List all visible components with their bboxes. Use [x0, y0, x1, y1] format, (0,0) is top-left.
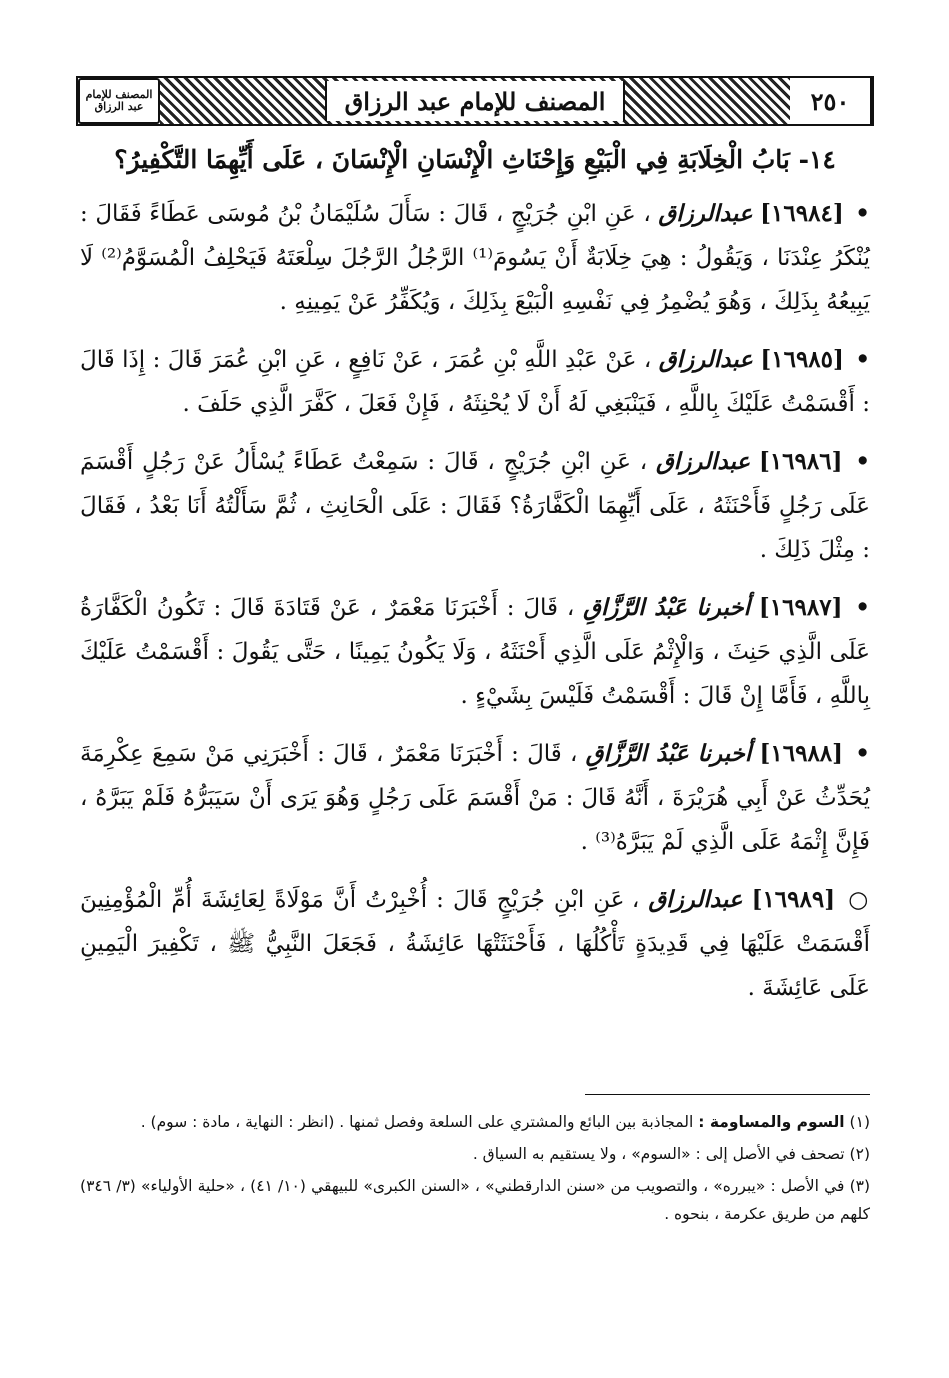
hadith-text: ، قَالَ : أَخْبَرَنَا مَعْمَرٌ ، عَنْ قَتَادَةَ قَالَ : تَكُونُ الْكَفَّارَةُ عَلَى الَّذِي حَنِثَ ، وَالْإِثْمُ عَلَى الَّذِي أَحْنَثَهُ ، وَلَا يَكُونُ يَمِينًا ، حَتَّى يَقُولَ : أَقْسَمْتُ عَلَيْكَ بِاللَّهِ ، فَأَمَّا إِنْ قَالَ : أَقْسَمْتُ فَلَيْسَ بِشَيْءٍ . — [80, 595, 870, 709]
hadith-entry — [80, 192, 870, 324]
hadith-number: [١٦٩٨٩] — [751, 886, 836, 913]
footnotes — [80, 1108, 870, 1232]
footnote — [80, 1108, 870, 1136]
bullet-marker: • — [855, 200, 870, 227]
hadith-entry — [80, 732, 870, 864]
hadith-entry — [80, 338, 870, 426]
bullet-marker: • — [855, 346, 871, 373]
hadith-text: ، عَنِ ابْنِ جُرَيْجٍ ، قَالَ : سَمِعْتُ عَطَاءً يُسْأَلُ عَنْ رَجُلٍ أَقْسَمَ عَلَى رَجُلٍ فَأَحْنَثَهُ ، عَلَى أَيِّهِمَا الْكَفَّارَةُ؟ فَقَالَ : عَلَى الْحَانِثِ ، ثُمَّ سَأَلْتُهُ أَنَا بَعْدُ ، فَقَالَ : مِثْلَ ذَلِكَ . — [80, 449, 870, 563]
hadith-number: [١٦٩٨٤] — [760, 200, 844, 227]
hadith-source: أخبرنا عَبْدُ الرَّزَّاقِ — [583, 594, 751, 621]
hadith-entry — [80, 586, 870, 718]
hadith-text: ، عَنِ ابْنِ جُرَيْجٍ قَالَ : أُخْبِرْتُ أَنَّ مَوْلَاةً لِعَائِشَةَ أُمِّ الْمُؤْمِنِينَ أَقْسَمَتْ عَلَيْهَا فِي قَدِيدَةٍ تَأْكُلُهَا ، فَأَحْنَثَتْهَا عَائِشَةُ ، فَجَعَلَ النَّبِيُّ ﷺ ، تَكْفِيرَ الْيَمِينِ عَلَى عَائِشَةَ . — [80, 887, 870, 1001]
footnote-text: المجاذبة بين البائع والمشتري على السلعة وفصل ثمنها . (انظر : النهاية ، مادة : سوم) . — [140, 1113, 694, 1131]
hadith-source: أخبرنا عَبْدُ الرَّزَّاقِ — [585, 740, 752, 767]
bullet-marker: • — [855, 448, 871, 475]
bullet-marker: • — [855, 740, 870, 767]
hadith-entry — [80, 440, 870, 572]
bullet-marker: ○ — [848, 886, 871, 913]
hadith-text: ، عَنِ ابْنِ جُرَيْجٍ ، قَالَ : سَأَلَ سُلَيْمَانُ بْنُ مُوسَى عَطَاءً فَقَالَ : يُنْكَرُ عِنْدَنَا ، وَيَقُولُ : هِيَ خِلَابَةٌ أَنْ يَسُومَ⁽¹⁾ الرَّجُلُ الرَّجُلَ سِلْعَتَهُ فَيَحْلِفُ الْمُسَوَّمُ⁽²⁾ لَا يَبِيعُهُ بِذَلِكَ ، وَهُوَ يُضْمِرُ فِي نَفْسِهِ الْبَيْعَ بِذَلِكَ ، وَيُكَفِّرُ عَنْ يَمِينِهِ . — [80, 201, 870, 315]
hadith-number: [١٦٩٨٦] — [758, 448, 843, 475]
footnote — [80, 1172, 870, 1228]
hadith-text: ، قَالَ : أَخْبَرَنَا مَعْمَرٌ ، قَالَ : أَخْبَرَنِي مَنْ سَمِعَ عِكْرِمَةَ يُحَدِّثُ عَنْ أَبِي هُرَيْرَةَ ، أَنَّهُ قَالَ : مَنْ أَقْسَمَ عَلَى رَجُلٍ وَهُوَ يَرَى أَنْ سَيَبَرُّهُ فَلَمْ يَبَرَّهُ ، فَإِنَّ إِثْمَهُ عَلَى الَّذِي لَمْ يَبَرَّهُ⁽³⁾ . — [80, 741, 870, 855]
footnote-text: في الأصل : «يبرره» ، والتصويب من «سنن الدارقطني» ، «السنن الكبرى» للبيهقي (١٠/ ٤١) ، «حلية الأولياء» (٣/ ٣٤٦) كلهم من طريق عكرمة ، بنحوه . — [80, 1177, 870, 1223]
header-band — [160, 78, 790, 124]
ornament-label: المصنف للإمام عبد الرزاق — [85, 88, 153, 113]
hadith-number: [١٦٩٨٧] — [758, 594, 843, 621]
footnote-number: (٣) — [849, 1177, 871, 1195]
footnote — [80, 1140, 870, 1168]
hadith-number: [١٦٩٨٥] — [760, 346, 844, 373]
footnote-text: تصحف في الأصل إلى : «السوم» ، ولا يستقيم به السياق . — [472, 1145, 845, 1163]
hadith-source: عبدالرزاق — [655, 448, 751, 475]
bullet-marker: • — [855, 594, 870, 621]
footnote-term: السوم والمساومة : — [698, 1113, 845, 1131]
hadith-source: عبدالرزاق — [648, 886, 743, 913]
footnote-number: (٢) — [849, 1145, 870, 1163]
page-header — [76, 76, 874, 126]
hadith-source: عبدالرزاق — [658, 200, 753, 227]
hadith-number: [١٦٩٨٨] — [759, 740, 844, 767]
hadith-text: ، عَنْ عَبْدِ اللَّهِ بْنِ عُمَرَ ، عَنْ نَافِعٍ ، عَنِ ابْنِ عُمَرَ قَالَ : إِذَا قَالَ : أَقْسَمْتُ عَلَيْكَ بِاللَّهِ ، فَيَنْبَغِي لَهُ أَنْ لَا يُحْنِثَهُ ، فَإِنْ فَعَلَ ، كَفَّرَ الَّذِي حَلَفَ . — [80, 347, 870, 417]
header-ornament — [78, 78, 160, 124]
footnote-number: (١) — [849, 1113, 870, 1131]
page-number: ٢٥٠ — [790, 78, 872, 124]
hadith-source: عبدالرزاق — [658, 346, 753, 373]
running-title: المصنف للإمام عبد الرزاق — [325, 81, 626, 121]
chapter-heading: ١٤- بَابُ الْخِلَابَةِ فِي الْبَيْعِ وَإِحْنَاثِ الْإِنْسَانِ الْإِنْسَانَ ، عَلَى أَيِّهِمَا التَّكْفِيرُ؟ — [114, 145, 836, 174]
main-text — [80, 140, 870, 1024]
hadith-entry — [80, 878, 870, 1010]
footnote-divider — [585, 1094, 870, 1095]
